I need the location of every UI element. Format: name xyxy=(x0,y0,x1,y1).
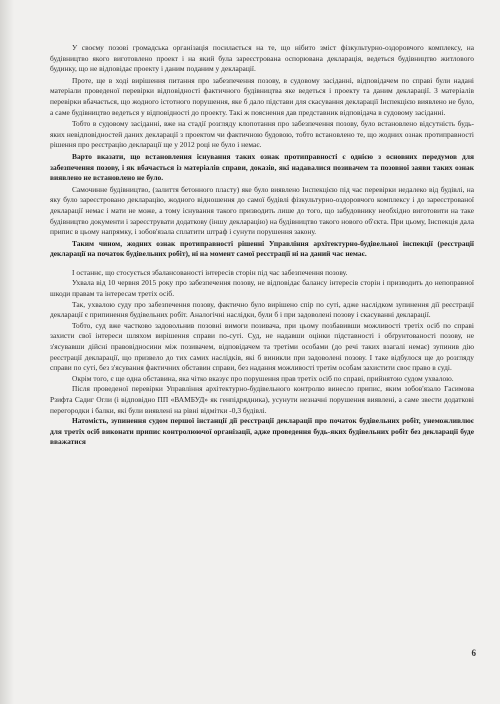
scan-edge-shadow xyxy=(0,0,14,704)
paragraph-ruling: Ухвала від 10 червня 2015 року про забезпечення позову, не відповідає балансу інтересів сторін і призводить до непоправної шкоди правам та інтересам третіх осіб. xyxy=(50,278,474,299)
paragraph-order: Після проведеної перевірки Управління архітектурно-будівельного контролю винесло припис, яким зобов'язало Гасимова Рзифта Садиг Огли (і відповідно ПП «ВАМБУД» як генпідрядника), усунути незначні порушення виявлені, а саме звести додаткові перегородки і балки, які були виявлені на рівні відмітки -0,3 будівлі. xyxy=(50,384,474,415)
paragraph-another-circumstance: Окрім того, є ще одна обставина, яка чітко вказує про порушення прав третіх осіб по справі, прийнятою судом ухвалою. xyxy=(72,373,454,383)
paragraph-illegality-emphasis: Варто вказати, що встановлення існування таких ознак протиправності є однією з основних передумов для забезпечення позову, і як вбачається із матеріалів справи, доказів, які надавалися позивачем та позовної заяви таких ознак виявлено не встановлено не було. xyxy=(50,151,474,183)
paragraph-balance-intro: І останнє, що стосується збалансованості інтересів сторін під час забезпечення позову. xyxy=(72,267,348,277)
paragraph-dispute-resolved: Так, ухвалою суду про забезпечення позову, фактично було вирішено спір по суті, адже наслідком зупинення дії реєстрації декларації є припинення будівельних робіт. Аналогічні наслідки, були б і при задоволені позову і скасуванні декларації. xyxy=(50,299,474,320)
paragraph-partial-satisfaction: Тобто, суд вже частково задовольнив позовні вимоги позивача, при цьому позбавивши можливості третіх осіб по справі захисти свої інтереси шляхом вирішення справи по-суті. Суд, не надавши оцінки підставності і обґрунтованості позову, не з'ясувавши дійсні правовідносини між позивачем, відповідачем та третіми особами (до речі таких взагалі немає) зупинив дію реєстрації декларації, що призвело до тих самих наслідків, які б виникли при задоволені позову. І таке відбулося ще до розгляду справи по суті, без з'ясування фактичних обставин справи, без надання можливості третім особам захистити своє право в суді. xyxy=(50,320,474,373)
page-number: 6 xyxy=(471,648,476,658)
paragraph-conclusion: Таким чином, жодних ознак протиправності рішенні Управління архітектурно-будівельної інспекції (реєстрації декларації на початок будівельних робіт), ні на момент самої реєстрації ні на даний час немає. xyxy=(50,238,474,259)
paragraph-inspection: Проте, ще в ході вирішення питання про забезпечення позову, в судовому засіданні, відповідачем по справі були надані матеріали проведеної перевірки відповідності фактичного будівництва яке ведеться і проекту та даним декларації. З матеріалів перевірки вбачається, що жодного істотного порушення, яке б дало підстави для скасування декларації Інспекцією виявлено не було, а саме будівництво ведеться у відповідності до проекту. Такі ж пояснення дав представник відповідача в судовому засіданні. xyxy=(50,75,474,117)
paragraph-hearing: Тобто в судовому засіданні, вже на стадії розгляду клопотання про забезпечення позову, було встановлено відсутність будь-яких невідповідностей даних декларації з проектом чи фактичною будовою, тобто встановлено те, що жодних ознак протиправності рішення про реєстрацію декларації ще у 2012 році не було і немає. xyxy=(50,119,474,150)
paragraph-claim: У своєму позові громадська організація посилається на те, що нібито зміст фізкультурно-оздоровчого комплексу, на будівництво якого виготовлено проект і на який була зареєстрована оспорювана декларація, ведеться будівництво житлового будинку, що не відповідає проекту і даним поданим у декларації. xyxy=(50,43,474,74)
paragraph-unauthorized-construction: Самочинне будівництво, (залиття бетонного пласту) яке було виявлено Інспекцією під час перевірки недалеко від будівлі, на яку було зареєстровано декларацію, жодного відношення до самої будівлі фізкультурно-оздоровчого комплексу і до зареєстрованої декларації немає і мати не може, а тому існування такого призводить лише до того, що забудовнику необхідно виготовити на таке будівництво документи і зареєструвати додаткову (іншу декларацію) на будівництво такого нового об'єкта. При цьому, Інспекція дала припис в цьому напрямку, і зобов'язала сплатити штраф і сунути порушення закону. xyxy=(50,184,474,237)
paragraph-suspension: Натомість, зупинення судом першої інстанції дії реєстрації декларації про початок будівельних робіт, унеможливлює для третіх осіб виконати припис контролюючої організації, адже проведення будь-яких будівельних робіт без декларації буде вважатися xyxy=(50,416,474,447)
